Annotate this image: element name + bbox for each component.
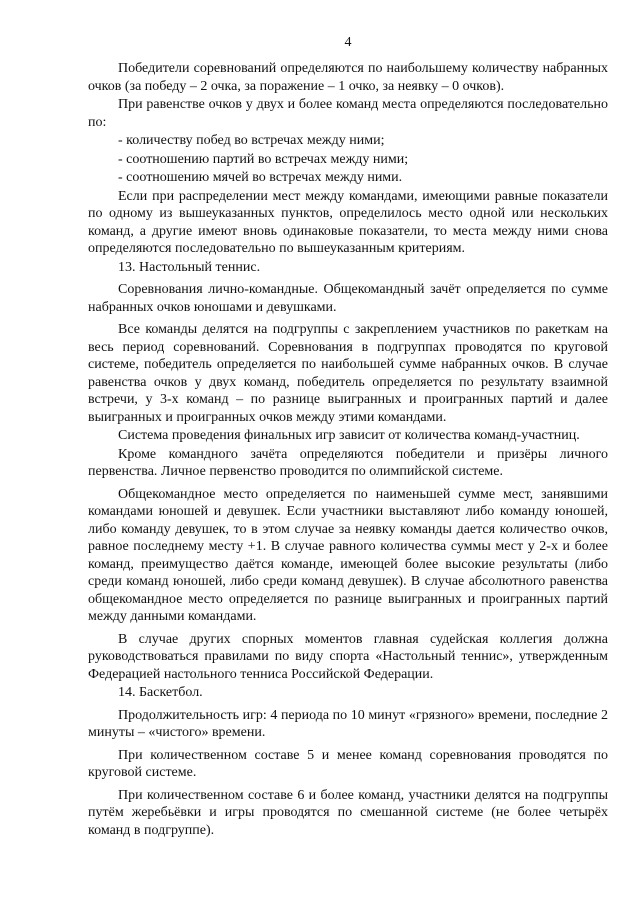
paragraph-tiebreak: Если при распределении мест между командами, имеющими равные показатели по одному из вышеуказанных пунктов, определилось место одной или нескольких команд, а другие имеют вновь одинаковые показатели, то места между ними снова определяются последовательно по вышеуказанным критериям. [88, 188, 608, 256]
paragraph-personal-championship: Кроме командного зачёта определяются победители и призёры личного первенства. Личное первенство проводится по олимпийской системе. [88, 446, 608, 479]
list-item-sets: - соотношению партий во встречах между ними; [118, 151, 409, 167]
page-number: 4 [344, 35, 352, 50]
paragraph-overall-place: Общекомандное место определяется по наименьшей сумме мест, занявшими командами юношей и девушек. Если участники выставляют либо команду юношей, либо команду девушек, то в этом случае за неявку команды дается количество очков, равное последнему месту +1. В случае равного количества суммы мест у 2-х и более команд, преимущество даётся команде, имеющей более высокие результаты (либо среди команд юношей, либо среди команд девушек). В случае абсолютного равенства общекомандное место определяется по разнице выигранных и проигранных партий между данными командами. [88, 486, 608, 624]
paragraph-equal-points: При равенстве очков у двух и более команд места определяются последовательно по: [88, 97, 608, 130]
paragraph-game-duration: Продолжительность игр: 4 периода по 10 минут «грязного» времени, последние 2 минуты – «чистого» времени. [88, 707, 608, 740]
paragraph-subgroups: Все команды делятся на подгруппы с закреплением участников по ракеткам на весь период соревнований. Соревнования в подгруппах проводятся по круговой системе, победитель определяется по наибольшей сумме набранных очков. В случае равенства очков у двух команд, победитель определяется по результату взаимной встречи, у 3-х команд – по разнице выигранных и проигранных партий и далее выигранных и проигранных очков между этими командами. [88, 322, 608, 425]
paragraph-mixed-system: При количественном составе 6 и более команд, участники делятся на подгруппы путём жеребьёвки и игры проводятся по смешанной системе (не более четырёх команд в подгруппе). [88, 787, 608, 838]
section-heading-basketball: 14. Баскетбол. [118, 685, 203, 700]
list-item-balls: - соотношению мячей во встречах между ними. [118, 170, 403, 185]
paragraph-team-scoring: Соревнования лично-командные. Общекомандный зачёт определяется по сумме набранных очков юношами и девушками. [88, 282, 608, 315]
paragraph-finals-system: Система проведения финальных игр зависит от количества команд-участниц. [118, 428, 580, 443]
section-heading-table-tennis: 13. Настольный теннис. [118, 259, 261, 275]
paragraph-round-robin: При количественном составе 5 и менее команд соревнования проводятся по круговой системе. [88, 747, 608, 780]
paragraph-disputes: В случае других спорных моментов главная судейская коллегия должна руководствоваться правилами по виду спорта «Настольный теннис», утвержденным Федерацией настольного тенниса Российской Федерации. [88, 631, 608, 682]
paragraph-winners: Победители соревнований определяются по наибольшему количеству набранных очков (за победу – 2 очка, за поражение – 1 очко, за неявку – 0 очков). [88, 61, 608, 94]
document-page [88, 34, 608, 840]
list-item-wins: - количеству побед во встречах между ними; [118, 133, 385, 148]
